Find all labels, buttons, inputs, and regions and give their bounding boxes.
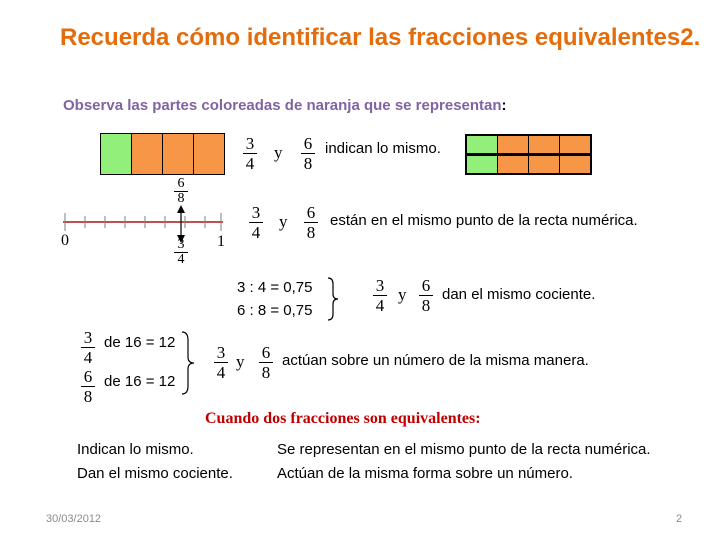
of-line-2: de 16 = 12 <box>104 373 176 390</box>
right-brace-icon <box>180 330 196 396</box>
summary-left-2: Dan el mismo cociente. <box>77 465 233 482</box>
strip-part-orange <box>559 155 591 174</box>
strip-part-orange <box>497 135 529 154</box>
instruction-text <box>63 97 507 114</box>
conjunction-y: y <box>236 352 245 371</box>
summary-heading: Cuando dos fracciones son equivalentes: <box>205 410 481 427</box>
conjunction-y: y <box>274 143 283 162</box>
strip-part-orange <box>193 133 225 175</box>
strip-part-green <box>100 133 132 175</box>
right-brace-icon <box>326 276 340 322</box>
instruction-colon: : <box>501 97 507 114</box>
fraction-three-fourths: 3 4 <box>242 134 258 173</box>
strip-eighths <box>465 134 592 176</box>
summary-left-1: Indican lo mismo. <box>77 441 194 458</box>
numberline-label-one: 1 <box>217 233 225 250</box>
strip-part-orange <box>559 135 591 154</box>
instruction-label: Observa las partes coloreadas de naranja que se representan <box>63 97 502 114</box>
fraction-six-eighths: 6 8 <box>300 134 316 173</box>
strip-part-green <box>466 155 498 174</box>
strip-part-orange <box>528 135 560 154</box>
fraction-six-eighths: 6 8 <box>303 203 319 242</box>
number-line <box>55 175 235 275</box>
strip-eighths-bottom <box>465 154 592 175</box>
row1-text: indican lo mismo. <box>325 140 441 157</box>
row4-text: actúan sobre un número de la misma manera. <box>282 352 589 369</box>
numberline-label-zero: 0 <box>61 232 69 249</box>
fraction-six-eighths: 6 8 <box>418 276 434 315</box>
numberline-fraction-three-fourths: 3 4 <box>173 238 189 267</box>
page-number: 2 <box>676 513 683 525</box>
strip-part-green <box>466 135 498 154</box>
fraction-three-fourths: 3 4 <box>248 203 264 242</box>
page-title: Recuerda cómo identificar las fracciones equivalentes2. <box>60 24 701 51</box>
fraction-six-eighths: 6 8 <box>258 343 274 382</box>
conjunction-y: y <box>279 212 288 231</box>
quotient-line-2: 6 : 8 = 0,75 <box>237 302 313 319</box>
fraction-three-fourths: 3 4 <box>213 343 229 382</box>
strip-quarters <box>100 133 225 175</box>
row2-text: están en el mismo punto de la recta numérica. <box>330 212 638 229</box>
strip-eighths-top <box>465 134 592 155</box>
strip-part-orange <box>497 155 529 174</box>
of-line-1: de 16 = 12 <box>104 334 176 351</box>
quotient-line-1: 3 : 4 = 0,75 <box>237 279 313 296</box>
strip-part-orange <box>528 155 560 174</box>
strip-part-orange <box>162 133 194 175</box>
fraction-three-fourths: 3 4 <box>80 328 96 367</box>
conjunction-y: y <box>398 285 407 304</box>
fraction-three-fourths: 3 4 <box>372 276 388 315</box>
strip-part-orange <box>131 133 163 175</box>
row3-text: dan el mismo cociente. <box>442 286 596 303</box>
summary-right-1: Se representan en el mismo punto de la recta numérica. <box>277 441 651 458</box>
numberline-fraction-six-eighths: 6 8 <box>173 177 189 206</box>
fraction-six-eighths: 6 8 <box>80 367 96 406</box>
summary-right-2: Actúan de la misma forma sobre un número. <box>277 465 573 482</box>
footer-date: 30/03/2012 <box>46 513 102 525</box>
